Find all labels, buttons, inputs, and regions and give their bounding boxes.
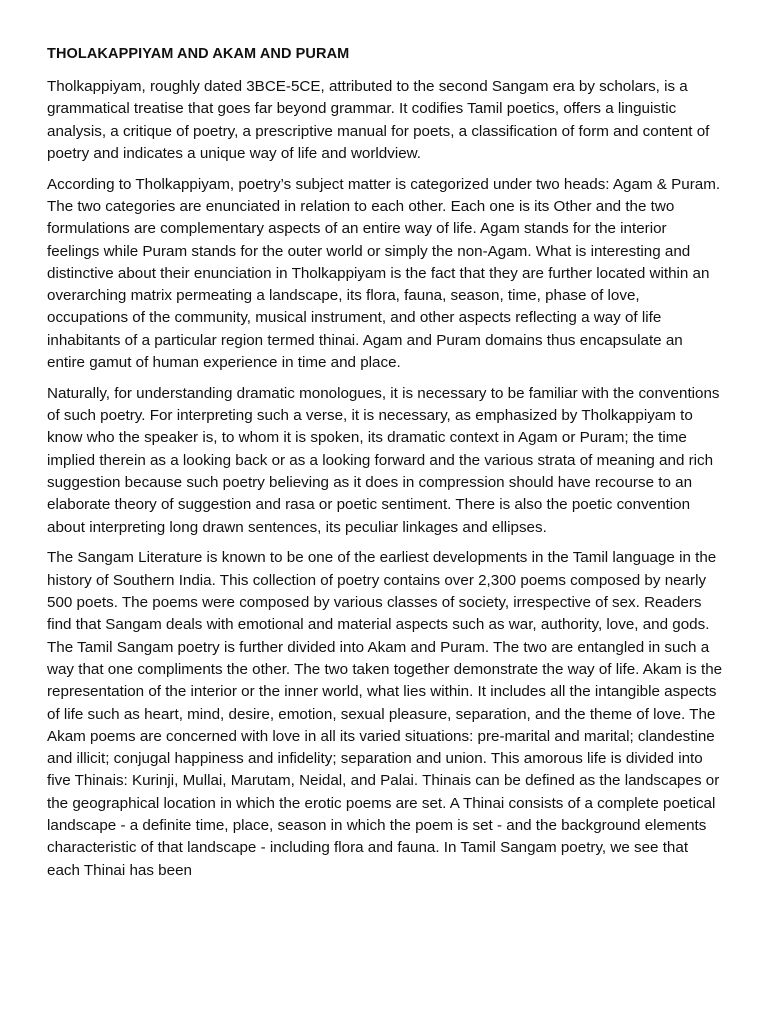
paragraph-dramatic-monologues: Naturally, for understanding dramatic monologues, it is necessary to be familiar with the conventions of such poetry. For interpreting such a verse, it is necessary, as emphasized by Tholkappiyam to know who the speaker is, to whom it is spoken, its dramatic context in Agam or Puram; the time implied therein as a looking back or as a looking forward and the various strata of meaning and rich suggestion because such poetry believing as it does in compression should have recourse to an elaborate theory of suggestion and rasa or poetic sentiment. There is also the poetic convention about interpreting long drawn sentences, its peculiar linkages and ellipses. [47,384,720,536]
paragraph-tholkappiyam-intro: Tholkappiyam, roughly dated 3BCE-5CE, attributed to the second Sangam era by scholars, is a grammatical treatise that goes far beyond grammar. It codifies Tamil poetics, offers a linguistic analysis, a critique of poetry, a prescriptive manual for poets, a classification of form and content of poetry and indicates a unique way of life and worldview. [47,78,710,162]
paragraph-sangam-literature: The Sangam Literature is known to be one of the earliest developments in the Tamil language in the history of Southern India. This collection of poetry contains over 2,300 poems composed by nearly 500 poets. The poems were composed by various classes of society, irrespective of sex. Readers find that Sangam deals with emotional and material aspects such as war, authority, love, and gods. The Tamil Sangam poetry is further divided into Akam and Puram. The two are entangled in such a way that one compliments the other. The two taken together demonstrate the way of life. Akam is the representation of the interior or the inner world, what lies within. It includes all the intangible aspects of life such as heart, mind, desire, emotion, sexual pleasure, separation, and the theme of love. The Akam poems are concerned with love in all its varied situations: pre-marital and marital; clandestine and illicit; conjugal happiness and infidelity; separation and union. This amorous life is divided into five Thinais: Kurinji, Mullai, Marutam, Neidal, and Palai. Thinais can be defined as the landscapes or the geographical location in which the erotic poems are set. A Thinai consists of a complete poetical landscape - a definite time, place, season in which the poem is set - and the background elements characteristic of that landscape - including flora and fauna. In Tamil Sangam poetry, we see that each Thinai has been [47,549,723,879]
document-title: THOLAKAPPIYAM AND AKAM AND PURAM [47,46,350,62]
document-page [47,44,723,890]
paragraph-agam-puram: According to Tholkappiyam, poetry’s subject matter is categorized under two heads: Agam & Puram. The two categories are enunciated in relation to each other. Each one is its Other and the two formulations are complementary aspects of an entire way of life. Agam stands for the interior feelings while Puram stands for the outer world or simply the non-Agam. What is interesting and distinctive about their enunciation in Tholkappiyam is the fact that they are further located within an overarching matrix permeating a landscape, its flora, fauna, season, time, phase of love, occupations of the community, musical instrument, and other aspects reflecting a way of life inhabitants of a particular region termed thinai. Agam and Puram domains thus encapsulate an entire gamut of human experience in time and place. [47,175,721,372]
